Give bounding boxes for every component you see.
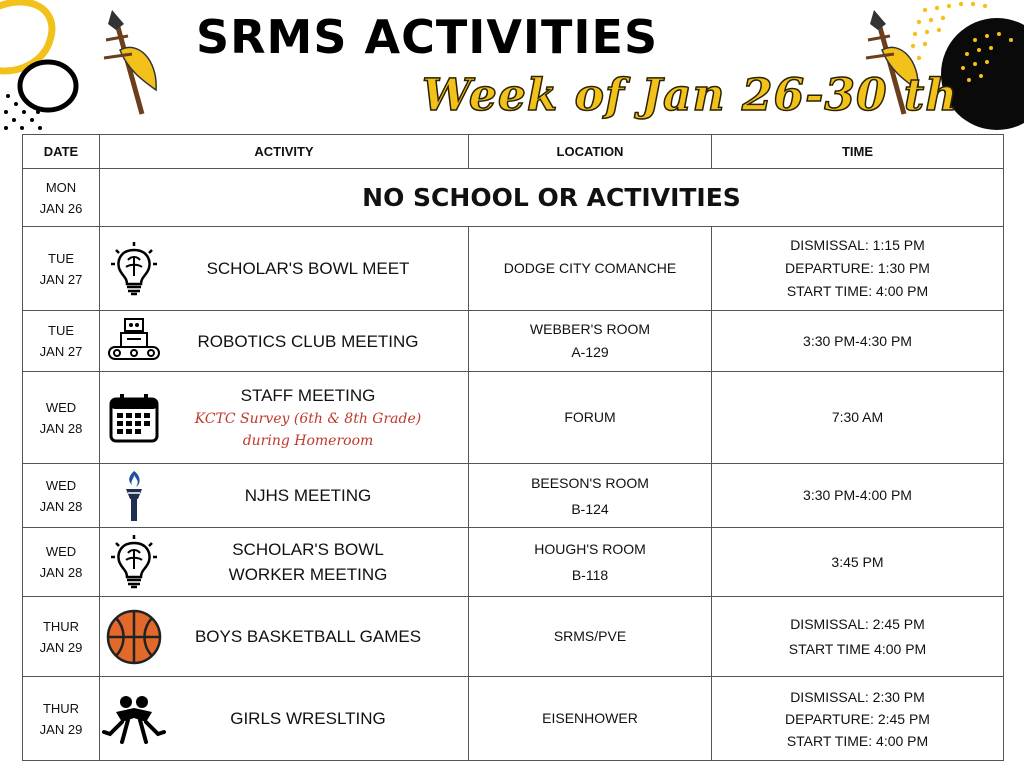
activity-name: BOYS BASKETBALL GAMES — [194, 627, 422, 646]
date-label: JAN 27 — [39, 271, 83, 287]
page-title: SRMS ACTIVITIES — [196, 10, 659, 64]
date-cell — [23, 169, 100, 227]
day-label: WED — [45, 544, 77, 559]
date-cell — [23, 464, 100, 528]
location-cell — [469, 528, 712, 597]
activities-table — [22, 134, 1004, 761]
activity-cell — [100, 528, 469, 597]
day-label: WED — [45, 477, 77, 493]
time-line: START TIME: 4:00 PM — [786, 732, 929, 749]
activity-name: ROBOTICS CLUB MEETING — [197, 331, 419, 351]
robot-icon — [107, 317, 161, 365]
table-row — [23, 464, 1004, 528]
location-line: BEESON'S ROOM — [531, 474, 649, 491]
day-label: MON — [45, 179, 77, 195]
time-line: DEPARTURE: 1:30 PM — [785, 260, 930, 276]
date-label: JAN 28 — [39, 565, 83, 580]
location-cell — [469, 227, 712, 311]
week-subtitle: Week of Jan 26-30 th — [422, 70, 959, 121]
date-label: JAN 29 — [39, 639, 83, 655]
time-line: DISMISSAL: 1:15 PM — [790, 237, 925, 253]
location-cell — [469, 372, 712, 464]
activity-cell — [100, 227, 469, 311]
location-line: FORUM — [564, 409, 616, 425]
table-row — [23, 372, 1004, 464]
location-line: A-129 — [571, 344, 609, 360]
day-label: THUR — [42, 618, 80, 634]
activity-note: during Homeroom — [242, 433, 374, 449]
table-row — [23, 528, 1004, 597]
time-line: 3:30 PM-4:00 PM — [803, 487, 912, 503]
time-cell — [712, 372, 1004, 464]
location-line: EISENHOWER — [542, 710, 638, 726]
day-label: THUR — [42, 700, 80, 716]
lightbulb-brain-icon — [107, 535, 161, 589]
header-activity: ACTIVITY — [100, 135, 469, 169]
time-line: START TIME: 4:00 PM — [786, 283, 929, 299]
activity-name: NJHS MEETING — [244, 486, 372, 505]
header-location: LOCATION — [469, 135, 712, 169]
time-line: 3:30 PM-4:30 PM — [803, 332, 912, 349]
activity-cell — [100, 597, 469, 677]
time-cell — [712, 464, 1004, 528]
spear-feather-left-icon — [98, 10, 164, 120]
torch-icon — [122, 469, 146, 523]
date-cell — [23, 227, 100, 311]
location-cell — [469, 311, 712, 372]
date-cell — [23, 677, 100, 761]
location-line: DODGE CITY COMANCHE — [503, 260, 677, 276]
header-date: DATE — [23, 135, 100, 169]
location-line: SRMS/PVE — [553, 628, 627, 644]
table-row — [23, 597, 1004, 677]
time-cell — [712, 528, 1004, 597]
activity-name: SCHOLAR'S BOWL — [232, 540, 384, 559]
time-line: DISMISSAL: 2:45 PM — [790, 615, 925, 632]
table-row — [23, 311, 1004, 372]
time-line: START TIME 4:00 PM — [788, 640, 927, 657]
time-cell — [712, 677, 1004, 761]
day-label: TUE — [48, 250, 74, 266]
activity-cell — [100, 464, 469, 528]
no-school-row — [23, 169, 1004, 227]
day-label: TUE — [48, 323, 74, 338]
date-cell — [23, 311, 100, 372]
location-line: WEBBER'S ROOM — [529, 321, 651, 337]
activity-cell — [100, 677, 469, 761]
date-label: JAN 29 — [39, 721, 83, 737]
date-cell — [23, 528, 100, 597]
location-cell — [469, 677, 712, 761]
time-line: DEPARTURE: 2:45 PM — [785, 710, 930, 727]
circle-swirl-decoration — [0, 0, 100, 140]
wrestling-icon — [102, 694, 166, 744]
header-time: TIME — [712, 135, 1004, 169]
location-line: HOUGH'S ROOM — [534, 541, 646, 557]
date-label: JAN 28 — [39, 498, 83, 514]
location-cell — [469, 597, 712, 677]
location-cell — [469, 464, 712, 528]
time-line: 7:30 AM — [831, 409, 884, 425]
location-line: B-118 — [571, 567, 609, 583]
activity-name: GIRLS WRESLTING — [230, 709, 386, 728]
table-row — [23, 227, 1004, 311]
activity-cell — [100, 311, 469, 372]
header-row — [23, 135, 1004, 169]
no-school-banner: NO SCHOOL OR ACTIVITIES — [100, 169, 1004, 227]
time-line: 3:45 PM — [831, 553, 884, 570]
activity-note: KCTC Survey (6th & 8th Grade) — [194, 411, 422, 427]
calendar-icon — [108, 392, 160, 444]
date-label: JAN 26 — [39, 200, 83, 216]
activity-cell — [100, 372, 469, 464]
basketball-icon — [106, 609, 162, 665]
time-cell — [712, 597, 1004, 677]
lightbulb-brain-icon — [107, 242, 161, 296]
time-cell — [712, 227, 1004, 311]
activity-name: STAFF MEETING — [240, 386, 376, 405]
time-cell — [712, 311, 1004, 372]
date-label: JAN 27 — [39, 344, 83, 359]
table-row — [23, 677, 1004, 761]
time-line: DISMISSAL: 2:30 PM — [790, 688, 925, 705]
date-cell — [23, 372, 100, 464]
day-label: WED — [45, 399, 77, 415]
activity-name: SCHOLAR'S BOWL MEET — [206, 259, 410, 278]
location-line: B-124 — [571, 500, 609, 517]
date-cell — [23, 597, 100, 677]
date-label: JAN 28 — [39, 420, 83, 436]
activity-name: WORKER MEETING — [228, 565, 388, 584]
